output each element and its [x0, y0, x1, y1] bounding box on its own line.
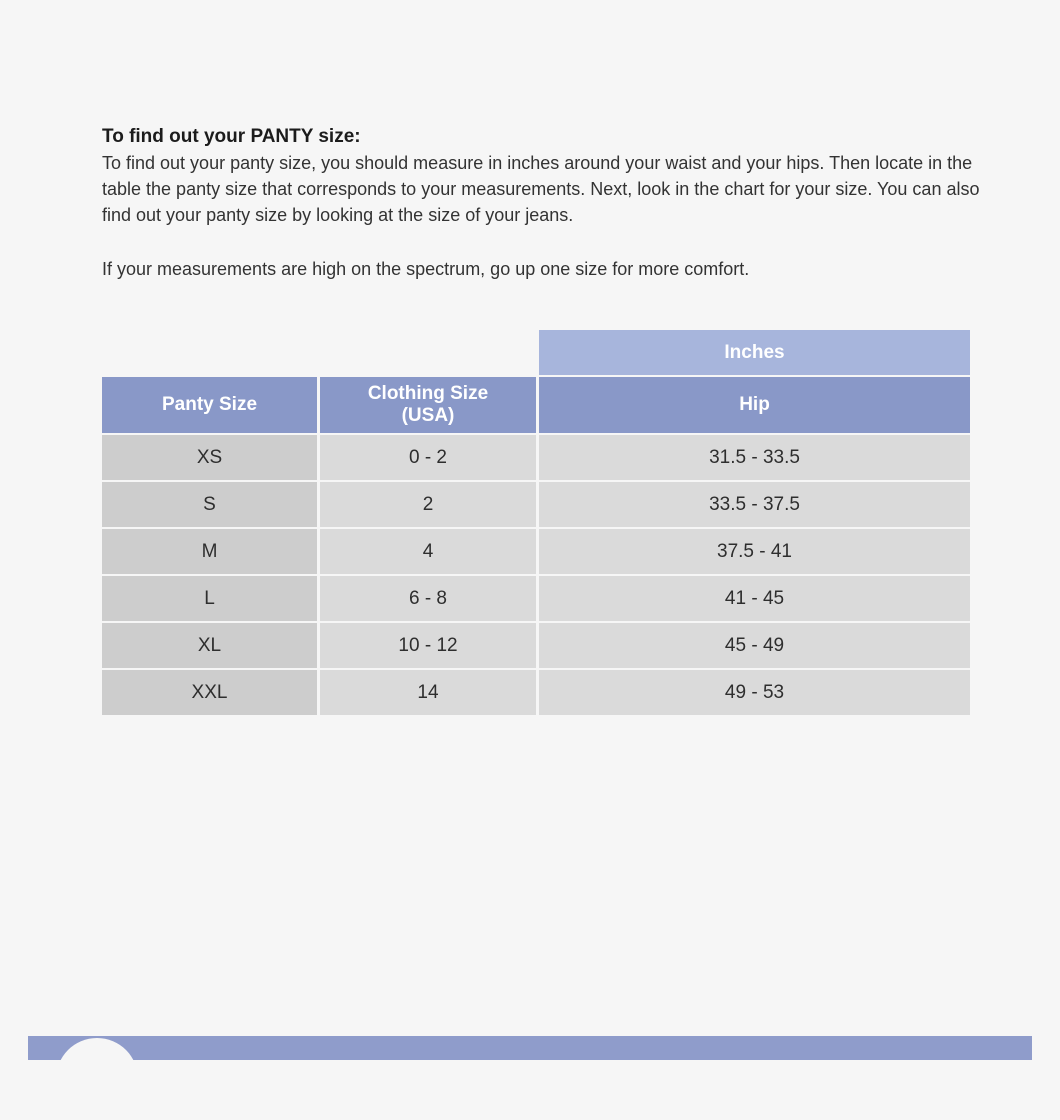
header-hip: Hip [539, 377, 970, 433]
clothing-size-cell: 0 - 2 [320, 435, 536, 480]
table-row [102, 670, 970, 715]
panty-size-cell: XL [102, 623, 317, 668]
hip-cell: 33.5 - 37.5 [539, 482, 970, 527]
header-clothing-size-line1: Clothing Size [367, 383, 489, 404]
hip-cell: 31.5 - 33.5 [539, 435, 970, 480]
hip-cell: 37.5 - 41 [539, 529, 970, 574]
table-row [102, 435, 970, 480]
table-body [102, 435, 970, 717]
clothing-size-cell: 6 - 8 [320, 576, 536, 621]
table-row [102, 529, 970, 574]
units-header: Inches [539, 330, 970, 375]
header-clothing-size-line2: (USA) [401, 405, 455, 426]
hip-cell: 45 - 49 [539, 623, 970, 668]
clothing-size-cell: 10 - 12 [320, 623, 536, 668]
table-header-row [102, 377, 970, 433]
clothing-size-cell: 14 [320, 670, 536, 715]
panty-size-cell: M [102, 529, 317, 574]
panty-size-cell: L [102, 576, 317, 621]
table-row [102, 623, 970, 668]
footer-logo-circle [56, 1038, 138, 1120]
panty-size-cell: S [102, 482, 317, 527]
hip-cell: 49 - 53 [539, 670, 970, 715]
panty-size-cell: XS [102, 435, 317, 480]
table-row [102, 482, 970, 527]
intro-note: If your measurements are high on the spectrum, go up one size for more comfort. [102, 259, 750, 279]
table-row [102, 576, 970, 621]
intro-body: To find out your panty size, you should measure in inches around your waist and your hips. Then locate in the table the panty size that corresponds to your measurements. Next, look in the chart for your size. You can also find out your panty size by looking at the size of your jeans. [102, 153, 980, 225]
header-clothing-size [320, 377, 536, 433]
clothing-size-cell: 4 [320, 529, 536, 574]
intro-title: To find out your PANTY size: [102, 126, 361, 147]
header-panty-size: Panty Size [102, 377, 317, 433]
size-guide-intro [102, 124, 982, 282]
clothing-size-cell: 2 [320, 482, 536, 527]
panty-size-cell: XXL [102, 670, 317, 715]
footer-band [28, 1036, 1032, 1060]
hip-cell: 41 - 45 [539, 576, 970, 621]
